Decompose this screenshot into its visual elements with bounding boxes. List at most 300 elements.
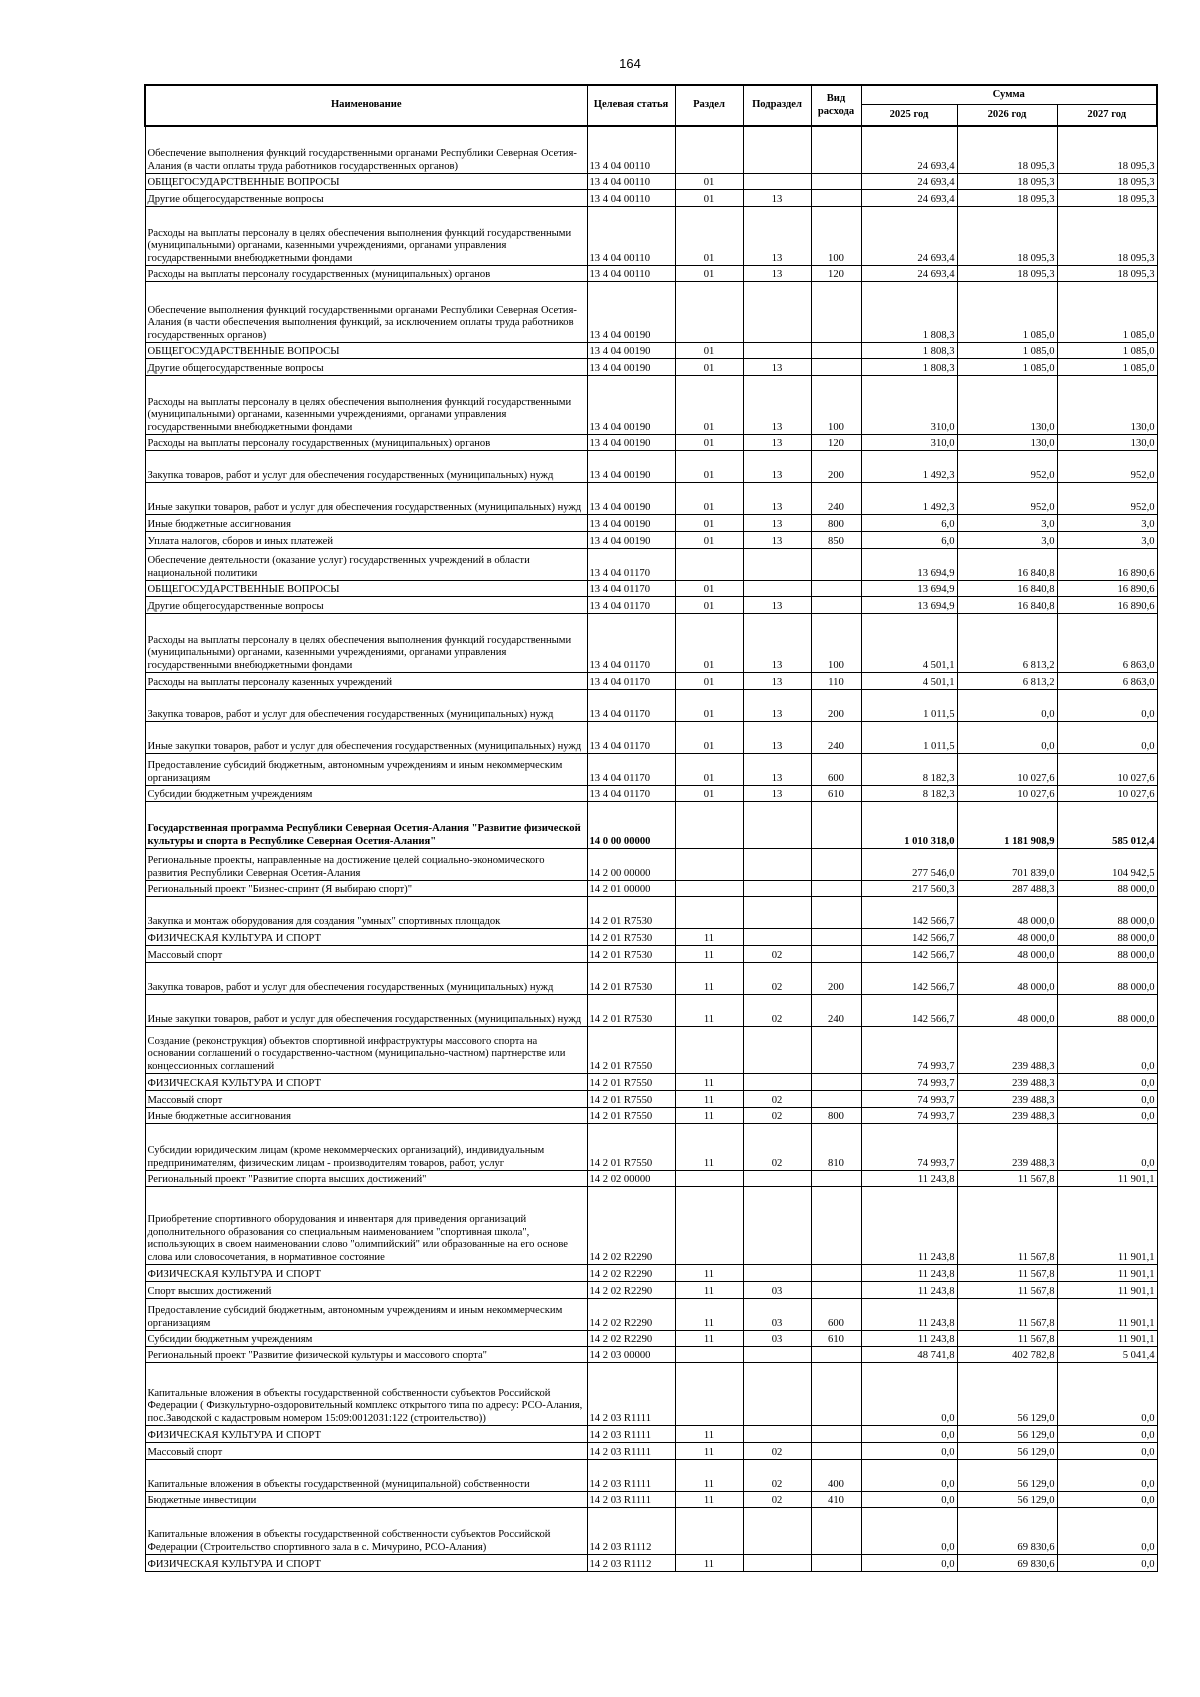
cell-amount-2026: 48 000,0: [957, 897, 1057, 929]
cell-subsection: 02: [743, 946, 811, 963]
cell-subsection: 13: [743, 614, 811, 673]
cell-amount-2025: 24 693,4: [861, 126, 957, 174]
cell-amount-2025: 1 808,3: [861, 343, 957, 359]
cell-subsection: 13: [743, 754, 811, 786]
cell-amount-2025: 142 566,7: [861, 929, 957, 946]
cell-amount-2026: 130,0: [957, 435, 1057, 451]
cell-section: 11: [675, 1282, 743, 1299]
cell-subsection: [743, 802, 811, 849]
table-body: [145, 126, 1157, 1572]
cell-expense-type: [811, 1282, 861, 1299]
cell-amount-2027: 88 000,0: [1057, 929, 1157, 946]
cell-amount-2026: 18 095,3: [957, 207, 1057, 266]
cell-amount-2027: 11 901,1: [1057, 1265, 1157, 1282]
table-row: [145, 597, 1157, 614]
cell-section: 01: [675, 786, 743, 802]
cell-section: 11: [675, 995, 743, 1027]
cell-amount-2025: 11 243,8: [861, 1299, 957, 1331]
cell-amount-2026: 1 181 908,9: [957, 802, 1057, 849]
cell-amount-2025: 11 243,8: [861, 1187, 957, 1265]
cell-amount-2025: 217 560,3: [861, 881, 957, 897]
cell-amount-2026: 287 488,3: [957, 881, 1057, 897]
cell-amount-2026: 16 840,8: [957, 581, 1057, 597]
cell-section: [675, 549, 743, 581]
cell-target-code: 14 2 01 R7530: [587, 995, 675, 1027]
cell-subsection: 13: [743, 515, 811, 532]
cell-amount-2026: 701 839,0: [957, 849, 1057, 881]
cell-subsection: 13: [743, 786, 811, 802]
cell-target-code: 14 0 00 00000: [587, 802, 675, 849]
table-row: [145, 754, 1157, 786]
cell-amount-2027: 3,0: [1057, 515, 1157, 532]
cell-section: 11: [675, 1492, 743, 1508]
cell-name: Расходы на выплаты персоналу в целях обеспечения выполнения функций государственными (муниципальными) органами, казенными учреждениями, органами управления государственными внебюджетными фондами: [145, 207, 587, 266]
cell-amount-2027: 88 000,0: [1057, 963, 1157, 995]
cell-amount-2025: 0,0: [861, 1492, 957, 1508]
cell-amount-2025: 142 566,7: [861, 946, 957, 963]
cell-amount-2025: 1 010 318,0: [861, 802, 957, 849]
cell-target-code: 14 2 01 R7550: [587, 1074, 675, 1091]
cell-section: 01: [675, 673, 743, 690]
cell-expense-type: 610: [811, 1331, 861, 1347]
cell-amount-2025: 11 243,8: [861, 1171, 957, 1187]
cell-expense-type: 800: [811, 1108, 861, 1124]
cell-amount-2025: 24 693,4: [861, 266, 957, 282]
cell-amount-2026: 48 000,0: [957, 995, 1057, 1027]
cell-amount-2027: 130,0: [1057, 376, 1157, 435]
cell-target-code: 14 2 01 R7550: [587, 1124, 675, 1171]
cell-subsection: 13: [743, 673, 811, 690]
cell-subsection: 03: [743, 1331, 811, 1347]
table-row: [145, 1492, 1157, 1508]
table-row: [145, 1460, 1157, 1492]
cell-amount-2025: 4 501,1: [861, 614, 957, 673]
cell-expense-type: 410: [811, 1492, 861, 1508]
cell-amount-2025: 24 693,4: [861, 190, 957, 207]
cell-amount-2026: 18 095,3: [957, 174, 1057, 190]
cell-amount-2026: 18 095,3: [957, 126, 1057, 174]
cell-target-code: 13 4 04 01170: [587, 786, 675, 802]
cell-target-code: 14 2 02 R2290: [587, 1299, 675, 1331]
cell-amount-2025: 1 011,5: [861, 722, 957, 754]
cell-amount-2025: 6,0: [861, 515, 957, 532]
cell-subsection: 02: [743, 1492, 811, 1508]
cell-section: [675, 1187, 743, 1265]
cell-name: ОБЩЕГОСУДАРСТВЕННЫЕ ВОПРОСЫ: [145, 174, 587, 190]
cell-section: [675, 897, 743, 929]
cell-amount-2025: 310,0: [861, 435, 957, 451]
cell-expense-type: [811, 597, 861, 614]
cell-amount-2025: 0,0: [861, 1363, 957, 1426]
cell-amount-2025: 142 566,7: [861, 897, 957, 929]
cell-amount-2027: 952,0: [1057, 483, 1157, 515]
cell-subsection: 13: [743, 190, 811, 207]
cell-amount-2027: 18 095,3: [1057, 126, 1157, 174]
cell-amount-2026: 3,0: [957, 532, 1057, 549]
cell-name: Региональный проект "Развитие физической культуры и массового спорта": [145, 1347, 587, 1363]
cell-name: Расходы на выплаты персоналу казенных учреждений: [145, 673, 587, 690]
cell-expense-type: 120: [811, 266, 861, 282]
cell-subsection: [743, 1027, 811, 1074]
cell-target-code: 13 4 04 01170: [587, 549, 675, 581]
cell-name: ОБЩЕГОСУДАРСТВЕННЫЕ ВОПРОСЫ: [145, 343, 587, 359]
cell-name: Капитальные вложения в объекты государственной (муниципальной) собственности: [145, 1460, 587, 1492]
cell-target-code: 14 2 03 R1112: [587, 1508, 675, 1555]
cell-name: Расходы на выплаты персоналу в целях обеспечения выполнения функций государственными (муниципальными) органами, казенными учреждениями, органами управления государственными внебюджетными фондами: [145, 614, 587, 673]
cell-subsection: 02: [743, 995, 811, 1027]
cell-amount-2026: 3,0: [957, 515, 1057, 532]
cell-section: 01: [675, 483, 743, 515]
cell-expense-type: [811, 581, 861, 597]
cell-amount-2025: 1 492,3: [861, 483, 957, 515]
cell-target-code: 13 4 04 01170: [587, 690, 675, 722]
cell-amount-2026: 1 085,0: [957, 282, 1057, 343]
cell-amount-2025: 6,0: [861, 532, 957, 549]
cell-subsection: 03: [743, 1282, 811, 1299]
table-row: [145, 1091, 1157, 1108]
cell-amount-2026: 1 085,0: [957, 343, 1057, 359]
cell-amount-2027: 0,0: [1057, 1108, 1157, 1124]
cell-target-code: 13 4 04 00190: [587, 515, 675, 532]
cell-name: Капитальные вложения в объекты государственной собственности субъектов Российской Федерации ( Физкультурно-оздоровительный комплекс открытого типа по адресу: РСО-Алания, пос.Заводской с кадастровым номером 15:09:0012031:122 (строительство)): [145, 1363, 587, 1426]
table-row: [145, 343, 1157, 359]
cell-name: Обеспечение выполнения функций государственными органами Республики Северная Осетия-Алания (в части обеспечения выполнения функций, за исключением оплаты труда работников государственных органов): [145, 282, 587, 343]
cell-section: 01: [675, 515, 743, 532]
cell-expense-type: [811, 881, 861, 897]
cell-subsection: [743, 1347, 811, 1363]
table-row: [145, 1074, 1157, 1091]
cell-subsection: 13: [743, 722, 811, 754]
cell-expense-type: [811, 1171, 861, 1187]
cell-name: ОБЩЕГОСУДАРСТВЕННЫЕ ВОПРОСЫ: [145, 581, 587, 597]
table-row: [145, 1265, 1157, 1282]
cell-section: [675, 126, 743, 174]
table-row: [145, 690, 1157, 722]
cell-amount-2026: 56 129,0: [957, 1426, 1057, 1443]
cell-section: 01: [675, 532, 743, 549]
cell-section: 11: [675, 1265, 743, 1282]
cell-target-code: 13 4 04 01170: [587, 673, 675, 690]
cell-section: [675, 1171, 743, 1187]
cell-expense-type: [811, 1027, 861, 1074]
cell-amount-2026: 11 567,8: [957, 1187, 1057, 1265]
cell-name: Массовый спорт: [145, 1091, 587, 1108]
cell-name: Приобретение спортивного оборудования и инвентаря для приведения организаций дополнительного образования со специальным наименованием "спортивная школа", использующих в своем наименовании слово "олимпийский" или образованные на его основе слова или словосочетания, в нормативное состояние: [145, 1187, 587, 1265]
cell-target-code: 13 4 04 00190: [587, 483, 675, 515]
cell-subsection: 02: [743, 1443, 811, 1460]
cell-amount-2027: 0,0: [1057, 690, 1157, 722]
cell-amount-2027: 0,0: [1057, 1027, 1157, 1074]
table-row: [145, 1555, 1157, 1572]
cell-expense-type: 850: [811, 532, 861, 549]
cell-amount-2027: 0,0: [1057, 1460, 1157, 1492]
cell-subsection: [743, 1171, 811, 1187]
cell-subsection: 13: [743, 266, 811, 282]
cell-expense-type: [811, 849, 861, 881]
cell-amount-2026: 11 567,8: [957, 1171, 1057, 1187]
cell-target-code: 13 4 04 01170: [587, 722, 675, 754]
cell-section: 11: [675, 963, 743, 995]
cell-name: Иные закупки товаров, работ и услуг для обеспечения государственных (муниципальных) нужд: [145, 722, 587, 754]
header-section: Раздел: [675, 85, 743, 126]
cell-name: Предоставление субсидий бюджетным, автономным учреждениям и иным некоммерческим организациям: [145, 1299, 587, 1331]
cell-amount-2025: 74 993,7: [861, 1124, 957, 1171]
cell-name: Обеспечение деятельности (оказание услуг) государственных учреждений в области национальной политики: [145, 549, 587, 581]
cell-target-code: 14 2 01 R7530: [587, 946, 675, 963]
header-year-2025: 2025 год: [861, 105, 957, 127]
table-row: [145, 1508, 1157, 1555]
cell-target-code: 13 4 04 00190: [587, 532, 675, 549]
cell-amount-2027: 5 041,4: [1057, 1347, 1157, 1363]
cell-amount-2025: 1 011,5: [861, 690, 957, 722]
cell-target-code: 14 2 03 R1111: [587, 1363, 675, 1426]
cell-expense-type: [811, 549, 861, 581]
cell-name: ФИЗИЧЕСКАЯ КУЛЬТУРА И СПОРТ: [145, 1074, 587, 1091]
cell-name: Другие общегосударственные вопросы: [145, 190, 587, 207]
cell-amount-2026: 16 840,8: [957, 597, 1057, 614]
cell-expense-type: [811, 1555, 861, 1572]
table-row: [145, 126, 1157, 174]
table-row: [145, 849, 1157, 881]
cell-target-code: 13 4 04 00110: [587, 174, 675, 190]
cell-amount-2027: 1 085,0: [1057, 359, 1157, 376]
cell-amount-2027: 18 095,3: [1057, 266, 1157, 282]
cell-target-code: 14 2 03 R1111: [587, 1492, 675, 1508]
cell-expense-type: 110: [811, 673, 861, 690]
cell-subsection: 13: [743, 451, 811, 483]
cell-amount-2027: 0,0: [1057, 722, 1157, 754]
cell-section: [675, 1347, 743, 1363]
cell-subsection: [743, 929, 811, 946]
cell-expense-type: 240: [811, 995, 861, 1027]
cell-amount-2027: 11 901,1: [1057, 1299, 1157, 1331]
cell-section: 01: [675, 451, 743, 483]
cell-name: Закупка товаров, работ и услуг для обеспечения государственных (муниципальных) нужд: [145, 451, 587, 483]
cell-name: Массовый спорт: [145, 1443, 587, 1460]
cell-name: Региональный проект "Развитие спорта высших достижений": [145, 1171, 587, 1187]
table-row: [145, 1124, 1157, 1171]
cell-name: Расходы на выплаты персоналу государственных (муниципальных) органов: [145, 266, 587, 282]
cell-subsection: [743, 549, 811, 581]
cell-amount-2026: 18 095,3: [957, 266, 1057, 282]
cell-section: 01: [675, 266, 743, 282]
cell-amount-2025: 4 501,1: [861, 673, 957, 690]
cell-amount-2025: 0,0: [861, 1426, 957, 1443]
page-number: 164: [619, 56, 641, 71]
cell-section: [675, 802, 743, 849]
cell-amount-2027: 0,0: [1057, 1492, 1157, 1508]
cell-amount-2025: 24 693,4: [861, 207, 957, 266]
cell-section: 01: [675, 435, 743, 451]
cell-expense-type: 100: [811, 614, 861, 673]
table-row: [145, 1347, 1157, 1363]
table-row: [145, 1331, 1157, 1347]
cell-amount-2027: 10 027,6: [1057, 754, 1157, 786]
cell-section: 11: [675, 946, 743, 963]
cell-subsection: [743, 849, 811, 881]
cell-amount-2026: 56 129,0: [957, 1460, 1057, 1492]
cell-subsection: [743, 581, 811, 597]
cell-amount-2026: 10 027,6: [957, 754, 1057, 786]
cell-target-code: 14 2 01 R7530: [587, 929, 675, 946]
cell-expense-type: [811, 1426, 861, 1443]
cell-expense-type: 120: [811, 435, 861, 451]
table-row: [145, 1299, 1157, 1331]
cell-subsection: [743, 126, 811, 174]
cell-target-code: 14 2 01 00000: [587, 881, 675, 897]
cell-target-code: 13 4 04 00110: [587, 126, 675, 174]
cell-name: Спорт высших достижений: [145, 1282, 587, 1299]
table-row: [145, 1171, 1157, 1187]
table-row: [145, 1426, 1157, 1443]
table-row: [145, 515, 1157, 532]
cell-subsection: 13: [743, 435, 811, 451]
table-row: [145, 1108, 1157, 1124]
cell-name: Региональный проект "Бизнес-спринт (Я выбираю спорт)": [145, 881, 587, 897]
cell-section: 11: [675, 1299, 743, 1331]
cell-section: 11: [675, 1091, 743, 1108]
cell-name: Расходы на выплаты персоналу в целях обеспечения выполнения функций государственными (муниципальными) органами, казенными учреждениями, органами управления государственными внебюджетными фондами: [145, 376, 587, 435]
cell-subsection: [743, 174, 811, 190]
cell-section: [675, 1363, 743, 1426]
cell-expense-type: 100: [811, 207, 861, 266]
cell-target-code: 14 2 03 00000: [587, 1347, 675, 1363]
cell-section: 01: [675, 690, 743, 722]
table-row: [145, 451, 1157, 483]
cell-amount-2025: 0,0: [861, 1555, 957, 1572]
cell-amount-2027: 1 085,0: [1057, 343, 1157, 359]
cell-target-code: 13 4 04 01170: [587, 614, 675, 673]
cell-section: 11: [675, 1074, 743, 1091]
cell-expense-type: 600: [811, 754, 861, 786]
cell-subsection: 13: [743, 483, 811, 515]
cell-target-code: 14 2 02 R2290: [587, 1187, 675, 1265]
cell-amount-2025: 11 243,8: [861, 1265, 957, 1282]
cell-amount-2027: 104 942,5: [1057, 849, 1157, 881]
cell-amount-2026: 0,0: [957, 722, 1057, 754]
cell-expense-type: 200: [811, 451, 861, 483]
cell-amount-2026: 56 129,0: [957, 1443, 1057, 1460]
cell-name: Обеспечение выполнения функций государственными органами Республики Северная Осетия-Алания (в части оплаты труда работников государственных органов): [145, 126, 587, 174]
cell-subsection: [743, 881, 811, 897]
cell-subsection: [743, 282, 811, 343]
cell-section: 01: [675, 597, 743, 614]
cell-amount-2027: 0,0: [1057, 1363, 1157, 1426]
cell-subsection: 02: [743, 963, 811, 995]
table-row: [145, 190, 1157, 207]
cell-name: ФИЗИЧЕСКАЯ КУЛЬТУРА И СПОРТ: [145, 1426, 587, 1443]
table-row: [145, 1363, 1157, 1426]
cell-target-code: 13 4 04 00190: [587, 343, 675, 359]
cell-section: 01: [675, 343, 743, 359]
cell-expense-type: 100: [811, 376, 861, 435]
cell-amount-2027: 16 890,6: [1057, 597, 1157, 614]
table-header: [145, 85, 1157, 126]
cell-amount-2027: 88 000,0: [1057, 881, 1157, 897]
cell-section: 01: [675, 190, 743, 207]
cell-expense-type: [811, 1363, 861, 1426]
cell-amount-2027: 88 000,0: [1057, 897, 1157, 929]
cell-target-code: 13 4 04 00190: [587, 451, 675, 483]
cell-amount-2027: 11 901,1: [1057, 1171, 1157, 1187]
cell-amount-2025: 142 566,7: [861, 963, 957, 995]
cell-name: Государственная программа Республики Северная Осетия-Алания "Развитие физической культуры и спорта в Республике Северная Осетия-Алания": [145, 802, 587, 849]
cell-name: Закупка товаров, работ и услуг для обеспечения государственных (муниципальных) нужд: [145, 690, 587, 722]
cell-target-code: 13 4 04 00190: [587, 359, 675, 376]
cell-amount-2025: 0,0: [861, 1443, 957, 1460]
table-row: [145, 174, 1157, 190]
cell-subsection: [743, 1363, 811, 1426]
cell-expense-type: [811, 802, 861, 849]
cell-amount-2026: 6 813,2: [957, 673, 1057, 690]
cell-name: Субсидии юридическим лицам (кроме некоммерческих организаций), индивидуальным предпринимателям, физическим лицам - производителям товаров, работ, услуг: [145, 1124, 587, 1171]
table-row: [145, 881, 1157, 897]
cell-target-code: 14 2 01 R7530: [587, 897, 675, 929]
header-sum: Сумма: [861, 85, 1157, 105]
cell-section: 11: [675, 929, 743, 946]
cell-expense-type: [811, 897, 861, 929]
cell-expense-type: [811, 126, 861, 174]
cell-section: 01: [675, 174, 743, 190]
cell-amount-2026: 1 085,0: [957, 359, 1057, 376]
cell-name: Иные закупки товаров, работ и услуг для обеспечения государственных (муниципальных) нужд: [145, 995, 587, 1027]
cell-section: 11: [675, 1460, 743, 1492]
cell-amount-2027: 6 863,0: [1057, 673, 1157, 690]
cell-expense-type: [811, 174, 861, 190]
cell-expense-type: [811, 1347, 861, 1363]
cell-subsection: 13: [743, 532, 811, 549]
cell-amount-2026: 11 567,8: [957, 1331, 1057, 1347]
cell-subsection: [743, 1508, 811, 1555]
header-target: Целевая статья: [587, 85, 675, 126]
cell-amount-2027: 130,0: [1057, 435, 1157, 451]
cell-amount-2025: 0,0: [861, 1460, 957, 1492]
cell-expense-type: [811, 1187, 861, 1265]
cell-name: ФИЗИЧЕСКАЯ КУЛЬТУРА И СПОРТ: [145, 1265, 587, 1282]
cell-amount-2027: 0,0: [1057, 1074, 1157, 1091]
table-row: [145, 483, 1157, 515]
cell-target-code: 14 2 01 R7530: [587, 963, 675, 995]
cell-name: ФИЗИЧЕСКАЯ КУЛЬТУРА И СПОРТ: [145, 1555, 587, 1572]
cell-expense-type: 240: [811, 722, 861, 754]
cell-target-code: 14 2 01 R7550: [587, 1027, 675, 1074]
cell-amount-2027: 952,0: [1057, 451, 1157, 483]
table-row: [145, 786, 1157, 802]
table-row: [145, 435, 1157, 451]
cell-name: Массовый спорт: [145, 946, 587, 963]
cell-expense-type: [811, 1074, 861, 1091]
cell-amount-2025: 74 993,7: [861, 1074, 957, 1091]
cell-target-code: 14 2 03 R1111: [587, 1426, 675, 1443]
cell-amount-2025: 1 492,3: [861, 451, 957, 483]
cell-amount-2025: 11 243,8: [861, 1282, 957, 1299]
cell-amount-2025: 310,0: [861, 376, 957, 435]
cell-amount-2026: 239 488,3: [957, 1124, 1057, 1171]
cell-amount-2027: 11 901,1: [1057, 1282, 1157, 1299]
cell-amount-2026: 239 488,3: [957, 1027, 1057, 1074]
cell-section: 11: [675, 1331, 743, 1347]
cell-amount-2025: 48 741,8: [861, 1347, 957, 1363]
table-row: [145, 946, 1157, 963]
table-row: [145, 995, 1157, 1027]
cell-amount-2026: 16 840,8: [957, 549, 1057, 581]
cell-subsection: 13: [743, 359, 811, 376]
cell-section: 11: [675, 1124, 743, 1171]
cell-amount-2026: 10 027,6: [957, 786, 1057, 802]
cell-amount-2027: 18 095,3: [1057, 207, 1157, 266]
cell-section: 11: [675, 1443, 743, 1460]
cell-expense-type: [811, 282, 861, 343]
